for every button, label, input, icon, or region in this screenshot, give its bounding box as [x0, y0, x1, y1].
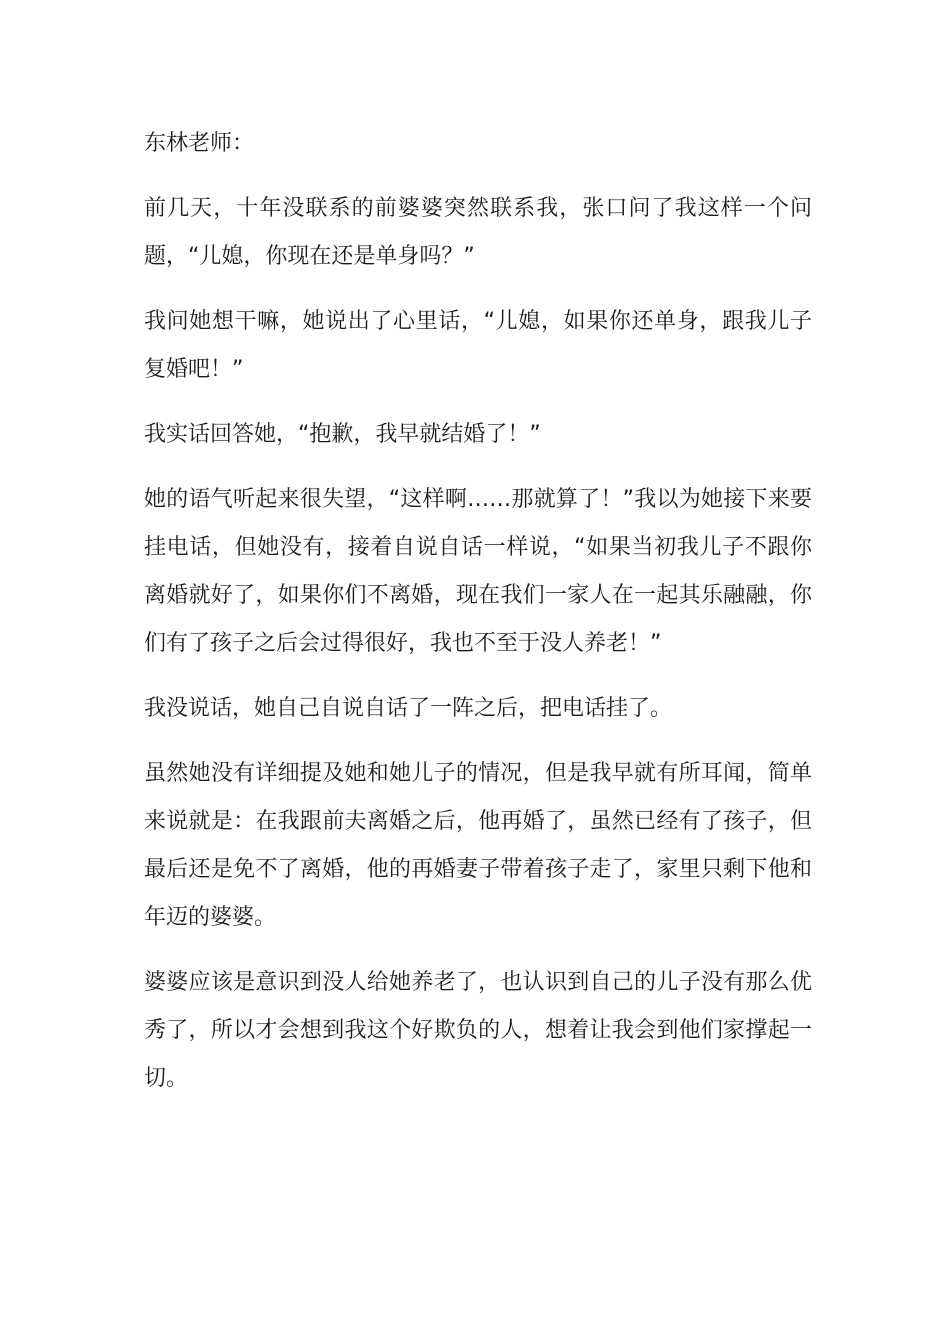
- paragraph: 婆婆应该是意识到没人给她养老了，也认识到自己的儿子没有那么优秀了，所以才会想到我这个好欺负的人，想着让我会到他们家撑起一切。: [144, 970, 812, 1091]
- paragraph: 她的语气听起来很失望，“这样啊……那就算了！”我以为她接下来要挂电话，但她没有，接着自说自话一样说，“如果当初我儿子不跟你离婚就好了，如果你们不离婚，现在我们一家人在一起其乐融融，你们有了孩子之后会过得很好，我也不至于没人养老！”: [144, 487, 812, 656]
- paragraph: 我实话回答她，“抱歉，我早就结婚了！”: [144, 422, 541, 447]
- salutation: 东林老师：: [144, 131, 255, 156]
- paragraph: 前几天，十年没联系的前婆婆突然联系我，张口问了我这样一个问题，“儿媳，你现在还是单身吗？”: [144, 196, 812, 269]
- paragraph: 我问她想干嘛，她说出了心里话，“儿媳，如果你还单身，跟我儿子复婚吧！”: [144, 309, 812, 382]
- paragraph: 我没说话，她自己自说自话了一阵之后，把电话挂了。: [144, 696, 673, 721]
- paragraph: 虽然她没有详细提及她和她儿子的情况，但是我早就有所耳闻，简单来说就是：在我跟前夫离婚之后，他再婚了，虽然已经有了孩子，但最后还是免不了离婚，他的再婚妻子带着孩子走了，家里只剩下他和年迈的婆婆。: [144, 761, 812, 930]
- letter-body: [144, 120, 812, 1120]
